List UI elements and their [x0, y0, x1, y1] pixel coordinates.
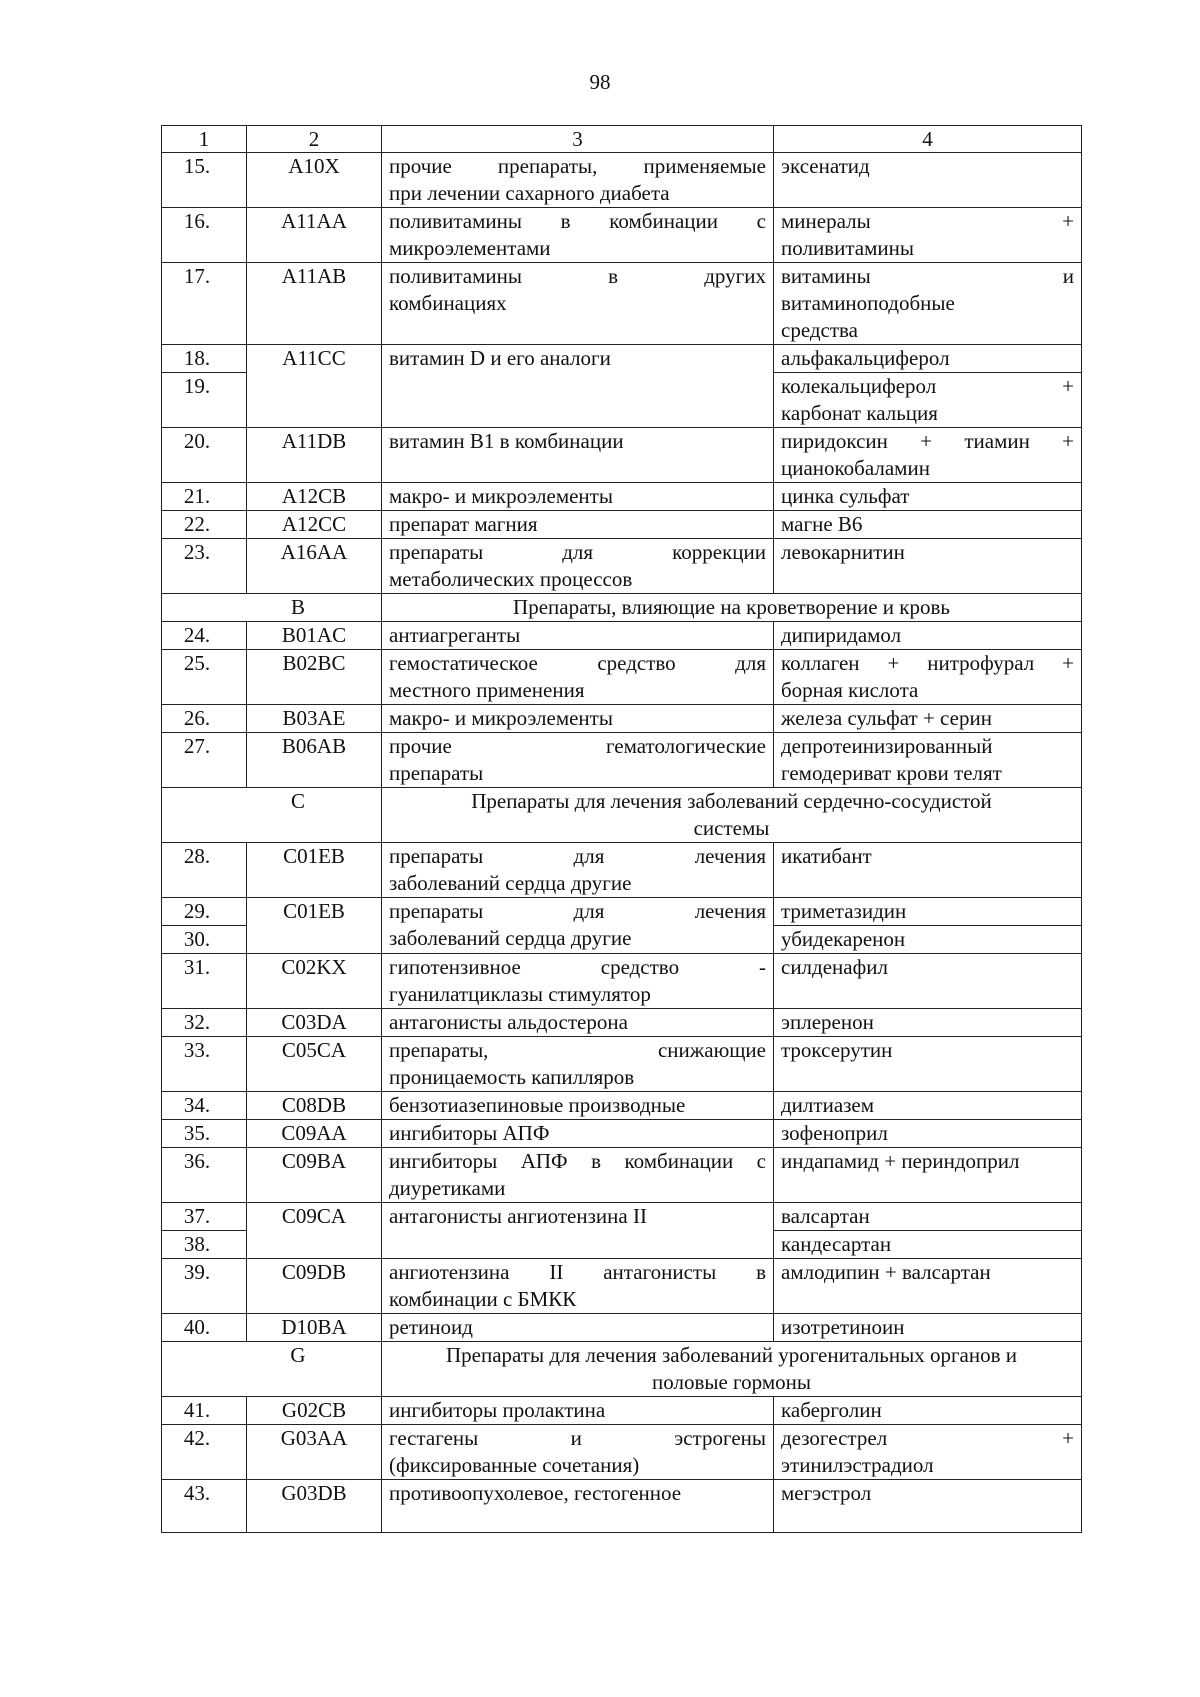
drug-name: икатибант	[774, 843, 1082, 898]
pharm-group: прочие препараты, применяемые при лечении сахарного диабета	[382, 153, 774, 208]
drug-name: эксенатид	[774, 153, 1082, 208]
table-row	[162, 208, 1082, 263]
drug-name: пиридоксин + тиамин + цианокобаламин	[774, 428, 1082, 483]
page-number: 98	[589, 70, 611, 94]
drug-name: триметазидин	[774, 898, 1082, 926]
header-col-3: 3	[382, 126, 774, 153]
pharm-group: противоопухолевое, гестогенное	[382, 1480, 774, 1533]
row-number: 31.	[162, 954, 247, 1009]
table-row	[162, 511, 1082, 539]
atc-code: A12CC	[247, 511, 382, 539]
atc-code: G02CB	[247, 1397, 382, 1425]
row-number: 27.	[162, 733, 247, 788]
pharm-group: витамин D и его аналоги	[382, 345, 774, 428]
drug-name: коллаген + нитрофурал + борная кислота	[774, 650, 1082, 705]
pharm-group: макро- и микроэлементы	[382, 705, 774, 733]
atc-code: A11DB	[247, 428, 382, 483]
row-number: 30.	[162, 926, 247, 954]
pharm-group: гемостатическое средство для местного применения	[382, 650, 774, 705]
atc-code: A11AA	[247, 208, 382, 263]
drug-name: троксерутин	[774, 1037, 1082, 1092]
drug-name: дезогестрел + этинилэстрадиол	[774, 1425, 1082, 1480]
table-row	[162, 1092, 1082, 1120]
atc-code: B01AC	[247, 622, 382, 650]
drug-name: эплеренон	[774, 1009, 1082, 1037]
drug-name: колекальциферол + карбонат кальция	[774, 373, 1082, 428]
atc-code: C09DB	[247, 1259, 382, 1314]
drug-name: силденафил	[774, 954, 1082, 1009]
table-row	[162, 733, 1082, 788]
section-row-b	[162, 594, 1082, 622]
atc-code: C03DA	[247, 1009, 382, 1037]
table-row	[162, 263, 1082, 345]
table-row	[162, 345, 1082, 373]
table-row	[162, 1037, 1082, 1092]
table-row	[162, 1314, 1082, 1342]
drug-name: левокарнитин	[774, 539, 1082, 594]
drug-name: мегэстрол	[774, 1480, 1082, 1533]
row-number: 19.	[162, 373, 247, 428]
table-row	[162, 1397, 1082, 1425]
row-number: 36.	[162, 1148, 247, 1203]
atc-code: A10X	[247, 153, 382, 208]
header-row	[162, 126, 1082, 153]
drug-name: витамины и витаминоподобные средства	[774, 263, 1082, 345]
pharm-group: макро- и микроэлементы	[382, 483, 774, 511]
row-number: 23.	[162, 539, 247, 594]
pharm-group: витамин B1 в комбинации	[382, 428, 774, 483]
section-row-c	[162, 788, 1082, 843]
atc-code: C01EB	[247, 898, 382, 954]
pharm-group: ангиотензина II антагонисты в комбинации с БМКК	[382, 1259, 774, 1314]
pharm-group: препараты, снижающие проницаемость капилляров	[382, 1037, 774, 1092]
section-title: Препараты, влияющие на кроветворение и кровь	[382, 594, 1082, 622]
atc-code: C05CA	[247, 1037, 382, 1092]
atc-code: C01EB	[247, 843, 382, 898]
drug-name: депротеинизированный гемодериват крови телят	[774, 733, 1082, 788]
table-row	[162, 650, 1082, 705]
pharm-group: ингибиторы АПФ	[382, 1120, 774, 1148]
table-row	[162, 539, 1082, 594]
row-number: 16.	[162, 208, 247, 263]
section-title: Препараты для лечения заболеваний сердечно-сосудистой системы	[382, 788, 1082, 843]
row-number: 22.	[162, 511, 247, 539]
row-number: 32.	[162, 1009, 247, 1037]
row-number: 40.	[162, 1314, 247, 1342]
pharm-group: препарат магния	[382, 511, 774, 539]
pharm-group: гипотензивное средство - гуанилатциклазы стимулятор	[382, 954, 774, 1009]
pharm-group: ингибиторы пролактина	[382, 1397, 774, 1425]
header-col-2: 2	[247, 126, 382, 153]
pharm-group: прочие гематологические препараты	[382, 733, 774, 788]
drug-name: альфакальциферол	[774, 345, 1082, 373]
section-letter: C	[162, 788, 382, 843]
drug-name: изотретиноин	[774, 1314, 1082, 1342]
pharm-group: поливитамины в комбинации с микроэлементами	[382, 208, 774, 263]
atc-code: G03DB	[247, 1480, 382, 1533]
row-number: 38.	[162, 1231, 247, 1259]
pharm-group: препараты для лечения заболеваний сердца другие	[382, 843, 774, 898]
row-number: 33.	[162, 1037, 247, 1092]
drug-name: валсартан	[774, 1203, 1082, 1231]
atc-code: A16AA	[247, 539, 382, 594]
atc-code: A11CC	[247, 345, 382, 428]
pharm-group: гестагены и эстрогены (фиксированные сочетания)	[382, 1425, 774, 1480]
section-row-g	[162, 1342, 1082, 1397]
drug-name: железа сульфат + серин	[774, 705, 1082, 733]
row-number: 24.	[162, 622, 247, 650]
header-col-4: 4	[774, 126, 1082, 153]
pharm-group: препараты для коррекции метаболических процессов	[382, 539, 774, 594]
header-col-1: 1	[162, 126, 247, 153]
table-row	[162, 954, 1082, 1009]
row-number: 21.	[162, 483, 247, 511]
table-row	[162, 622, 1082, 650]
atc-code: A12CB	[247, 483, 382, 511]
row-number: 18.	[162, 345, 247, 373]
atc-code: C02KX	[247, 954, 382, 1009]
table-row	[162, 1009, 1082, 1037]
pharm-group: антагонисты альдостерона	[382, 1009, 774, 1037]
atc-code: C09BA	[247, 1148, 382, 1203]
row-number: 35.	[162, 1120, 247, 1148]
atc-code: B03AE	[247, 705, 382, 733]
row-number: 41.	[162, 1397, 247, 1425]
drug-name: индапамид + периндоприл	[774, 1148, 1082, 1203]
row-number: 26.	[162, 705, 247, 733]
drug-name: дилтиазем	[774, 1092, 1082, 1120]
table-row	[162, 1203, 1082, 1231]
table-row	[162, 483, 1082, 511]
row-number: 20.	[162, 428, 247, 483]
row-number: 15.	[162, 153, 247, 208]
table-row	[162, 705, 1082, 733]
row-number: 17.	[162, 263, 247, 345]
section-letter: B	[162, 594, 382, 622]
table-row	[162, 1148, 1082, 1203]
pharm-group: бензотиазепиновые производные	[382, 1092, 774, 1120]
table-row	[162, 428, 1082, 483]
drug-name: дипиридамол	[774, 622, 1082, 650]
table-row	[162, 1480, 1082, 1533]
drug-table	[161, 125, 1082, 1533]
table-row	[162, 898, 1082, 926]
row-number: 25.	[162, 650, 247, 705]
atc-code: B02BC	[247, 650, 382, 705]
drug-name: амлодипин + валсартан	[774, 1259, 1082, 1314]
section-letter: G	[162, 1342, 382, 1397]
pharm-group: ингибиторы АПФ в комбинации с диуретиками	[382, 1148, 774, 1203]
row-number: 39.	[162, 1259, 247, 1314]
atc-code: B06AB	[247, 733, 382, 788]
drug-name: кандесартан	[774, 1231, 1082, 1259]
atc-code: C09AA	[247, 1120, 382, 1148]
row-number: 34.	[162, 1092, 247, 1120]
table-row	[162, 1425, 1082, 1480]
pharm-group: ретиноид	[382, 1314, 774, 1342]
row-number: 28.	[162, 843, 247, 898]
pharm-group: антиагреганты	[382, 622, 774, 650]
drug-name: цинка сульфат	[774, 483, 1082, 511]
drug-name: минералы + поливитамины	[774, 208, 1082, 263]
atc-code: A11AB	[247, 263, 382, 345]
pharm-group: антагонисты ангиотензина II	[382, 1203, 774, 1259]
drug-name: магне B6	[774, 511, 1082, 539]
section-title: Препараты для лечения заболеваний урогенитальных органов и половые гормоны	[382, 1342, 1082, 1397]
atc-code: G03AA	[247, 1425, 382, 1480]
atc-code: D10BA	[247, 1314, 382, 1342]
pharm-group: поливитамины в других комбинациях	[382, 263, 774, 345]
table-row	[162, 1120, 1082, 1148]
row-number: 29.	[162, 898, 247, 926]
table-row	[162, 843, 1082, 898]
atc-code: C08DB	[247, 1092, 382, 1120]
atc-code: C09CA	[247, 1203, 382, 1259]
table-row	[162, 1259, 1082, 1314]
drug-name: зофеноприл	[774, 1120, 1082, 1148]
drug-name: каберголин	[774, 1397, 1082, 1425]
row-number: 37.	[162, 1203, 247, 1231]
pharm-group: препараты для лечения заболеваний сердца другие	[382, 898, 774, 954]
drug-name: убидекаренон	[774, 926, 1082, 954]
table-row	[162, 153, 1082, 208]
row-number: 42.	[162, 1425, 247, 1480]
row-number: 43.	[162, 1480, 247, 1533]
